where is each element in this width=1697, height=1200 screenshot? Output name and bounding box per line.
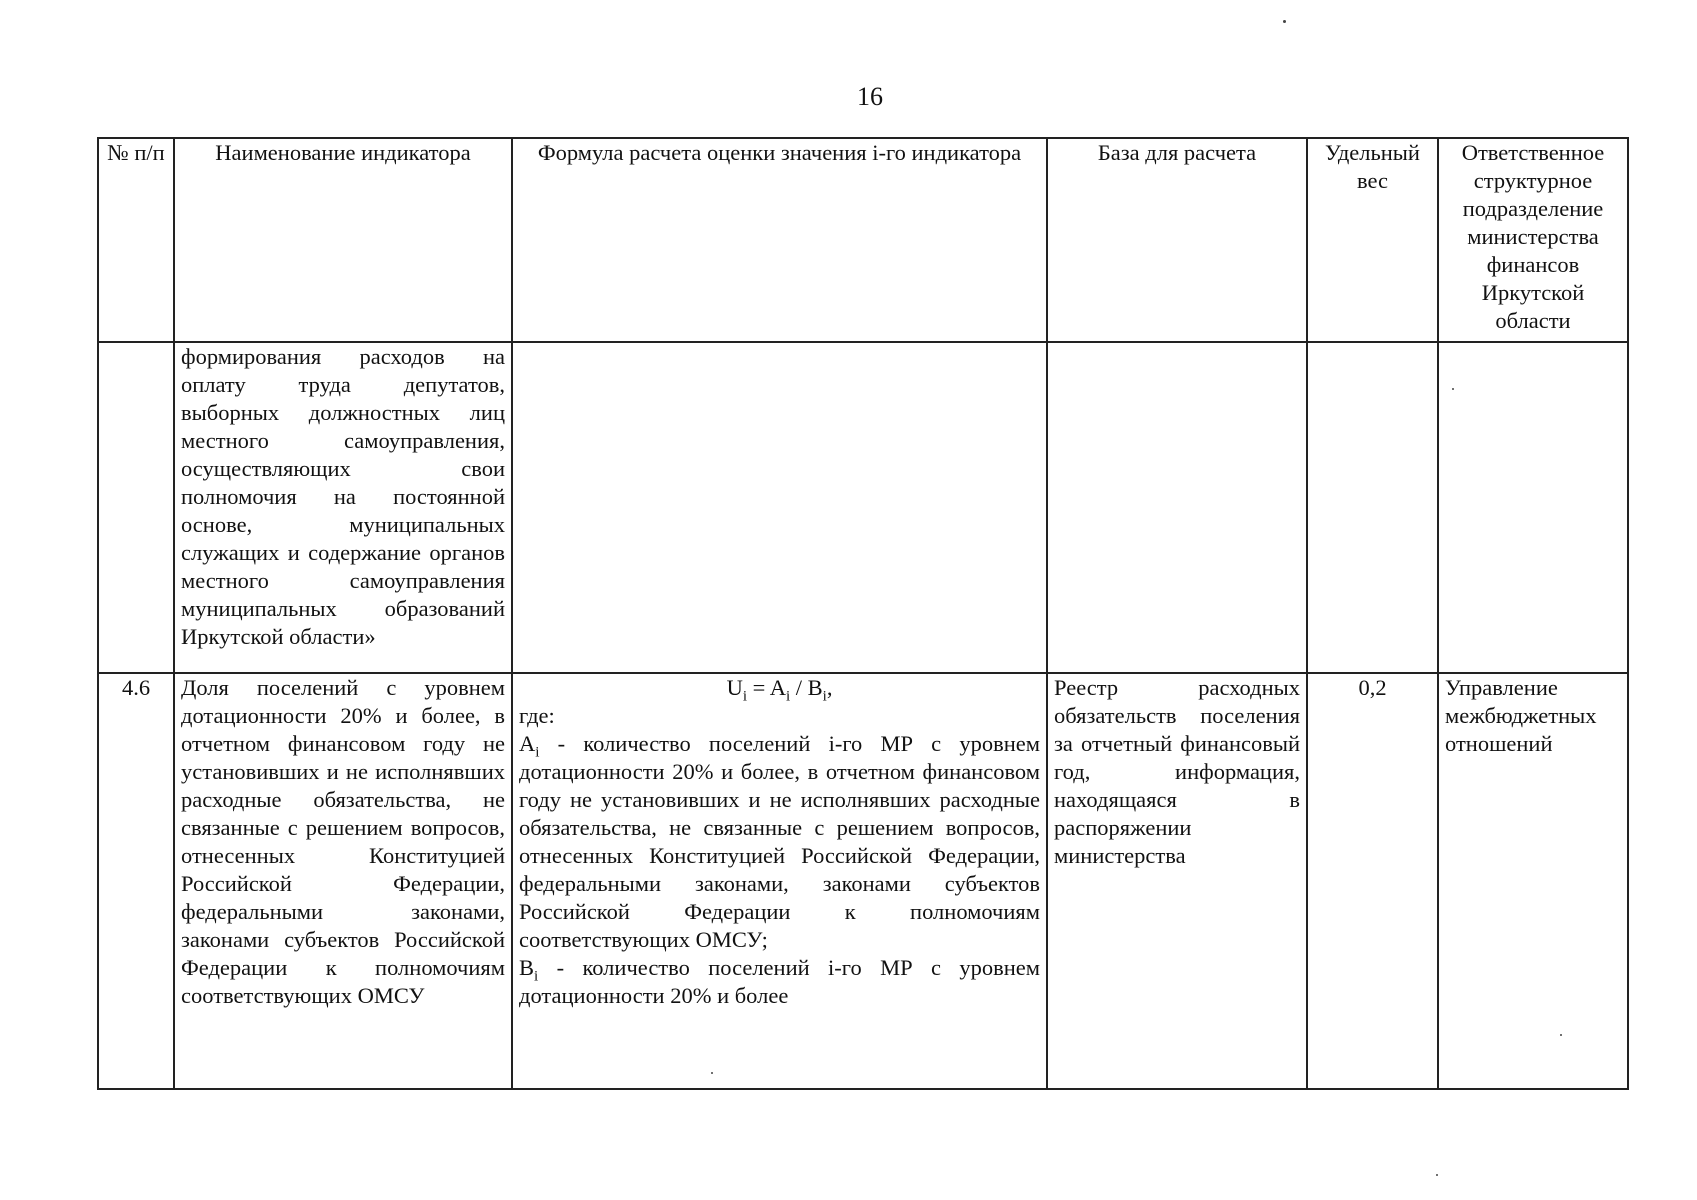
cell-name: Доля поселений с уровнем дотационности 20% и более, в отчетном финансовом году не установивших и не исполнявших расходные обязательства, не связанные с решением вопросов, отнесенных Конституцией Российской Федерации, федеральными законами, законами субъектов Российской Федерации к полномочиям соответствующих ОМСУ	[174, 673, 512, 1089]
cell-responsible: Управление межбюджетных отношений	[1438, 673, 1628, 1089]
table-row	[98, 342, 1628, 673]
formula-b-definition: $B_i$ - количество поселений i-го МР с уровнем дотационности 20% и более	[519, 955, 1040, 1008]
cell-base	[1047, 342, 1307, 673]
scan-speck	[1560, 1034, 1562, 1036]
header-name: Наименование индикатора	[174, 138, 512, 342]
cell-weight: 0,2	[1307, 673, 1438, 1089]
header-num: № п/п	[98, 138, 174, 342]
cell-formula	[512, 673, 1047, 1089]
table-header-row	[98, 138, 1628, 342]
formula-a-definition: $A_i$ - количество поселений i-го МР с уровнем дотационности 20% и более, в отчетном финансовом году не установивших и не исполнявших расходные обязательства, не связанные с решением вопросов, отнесенных Конституцией Российской Федерации, федеральными законами, законами субъектов Российской Федерации к полномочиям соответствующих ОМСУ;	[519, 731, 1040, 952]
cell-formula	[512, 342, 1047, 673]
scan-speck	[1436, 1174, 1438, 1176]
page-number: 16	[857, 82, 883, 111]
cell-num	[98, 342, 174, 673]
cell-name: формирования расходов на оплату труда депутатов, выборных должностных лиц местного самоуправления, осуществляющих свои полномочия на постоянной основе, муниципальных служащих и содержание органов местного самоуправления муниципальных образований Иркутской области»	[174, 342, 512, 673]
header-weight: Удельный вес	[1307, 138, 1438, 342]
table-row	[98, 673, 1628, 1089]
cell-num: 4.6	[98, 673, 174, 1089]
scan-speck	[1452, 388, 1454, 390]
indicators-table	[97, 137, 1629, 1090]
header-base: База для расчета	[1047, 138, 1307, 342]
header-responsible: Ответственное структурное подразделение министерства финансов Иркутской области	[1438, 138, 1628, 342]
scan-speck	[711, 1072, 713, 1074]
formula-expression: $U_i = A_i / B_i$,	[726, 675, 833, 705]
cell-responsible	[1438, 342, 1628, 673]
scan-speck	[1283, 20, 1286, 23]
cell-weight	[1307, 342, 1438, 673]
cell-base: Реестр расходных обязательств поселения за отчетный финансовый год, информация, находящаяся в распоряжении министерства	[1047, 673, 1307, 1089]
formula-where: где:	[519, 703, 555, 728]
header-formula: Формула расчета оценки значения i-го индикатора	[512, 138, 1047, 342]
